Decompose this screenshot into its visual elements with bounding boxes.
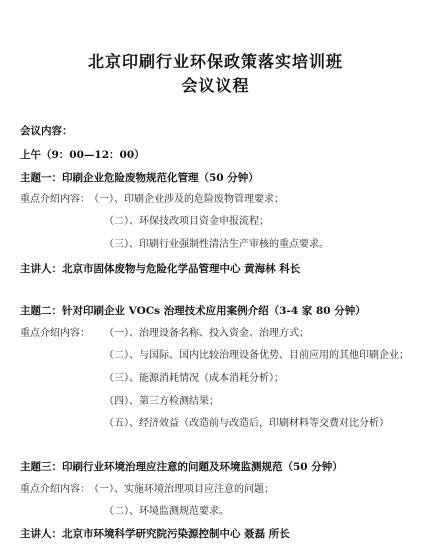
document-subtitle: 会议议程 — [181, 76, 250, 95]
topic-2-item-5: （五）、经济效益（改造前与改造后，印刷材料等交费对比分析） — [104, 418, 389, 429]
document-title: 北京印刷行业环保政策落实培训班 — [87, 52, 343, 71]
topic-2-item-3: （三）、能源消耗情况（成本消耗分析）； — [104, 373, 284, 384]
topic-1-item-1: （一）、印刷企业涉及的危险废物管理要求； — [89, 194, 284, 205]
topic-1-speaker: 主讲人：北京市固体废物与危险化学品管理中心 黄海林 科长 — [20, 263, 301, 275]
topic-2-item-4: （四）、第三方检测结果； — [104, 396, 219, 407]
topic-3-intro-label: 重点介绍内容： — [20, 484, 90, 495]
topic-2-item-1: （一）、治理设备名称、投入资金、治理方式； — [104, 328, 309, 339]
topic-2-item-2: （二）、与国际、国内比较治理设备优势、目前应用的其他印刷企业； — [104, 350, 409, 361]
topic-2-intro-label: 重点介绍内容： — [20, 328, 90, 339]
topic-3-speaker: 主讲人：北京市环境科学研究院污染源控制中心 聂磊 所长 — [20, 528, 290, 540]
topic-2-heading: 主题二：针对印刷企业 VOCs 治理技术应用案例介绍（3-4 家 80 分钟） — [20, 305, 366, 317]
topic-1-item-2: （二）、环保技改项目资金申报流程； — [104, 216, 269, 227]
content-label: 会议内容： — [20, 125, 73, 137]
topic-3-heading: 主题三：印刷行业环境治理应注意的问题及环境监测规范（50 分钟） — [20, 461, 343, 473]
topic-1-item-3: （三）、印刷行业强制性清洁生产审核的重点要求。 — [104, 239, 329, 250]
topic-1-heading: 主题一：印刷企业危险废物规范化管理（50 分钟） — [20, 172, 259, 184]
topic-3-item-1: （一）、实施环境治理项目应注意的问题； — [89, 484, 274, 495]
topic-3-item-2: （二）、环境监测规范要求。 — [104, 506, 229, 517]
morning-session-time: 上午（9：00—12：00） — [20, 149, 145, 161]
topic-1-intro-label: 重点介绍内容： — [20, 194, 90, 205]
